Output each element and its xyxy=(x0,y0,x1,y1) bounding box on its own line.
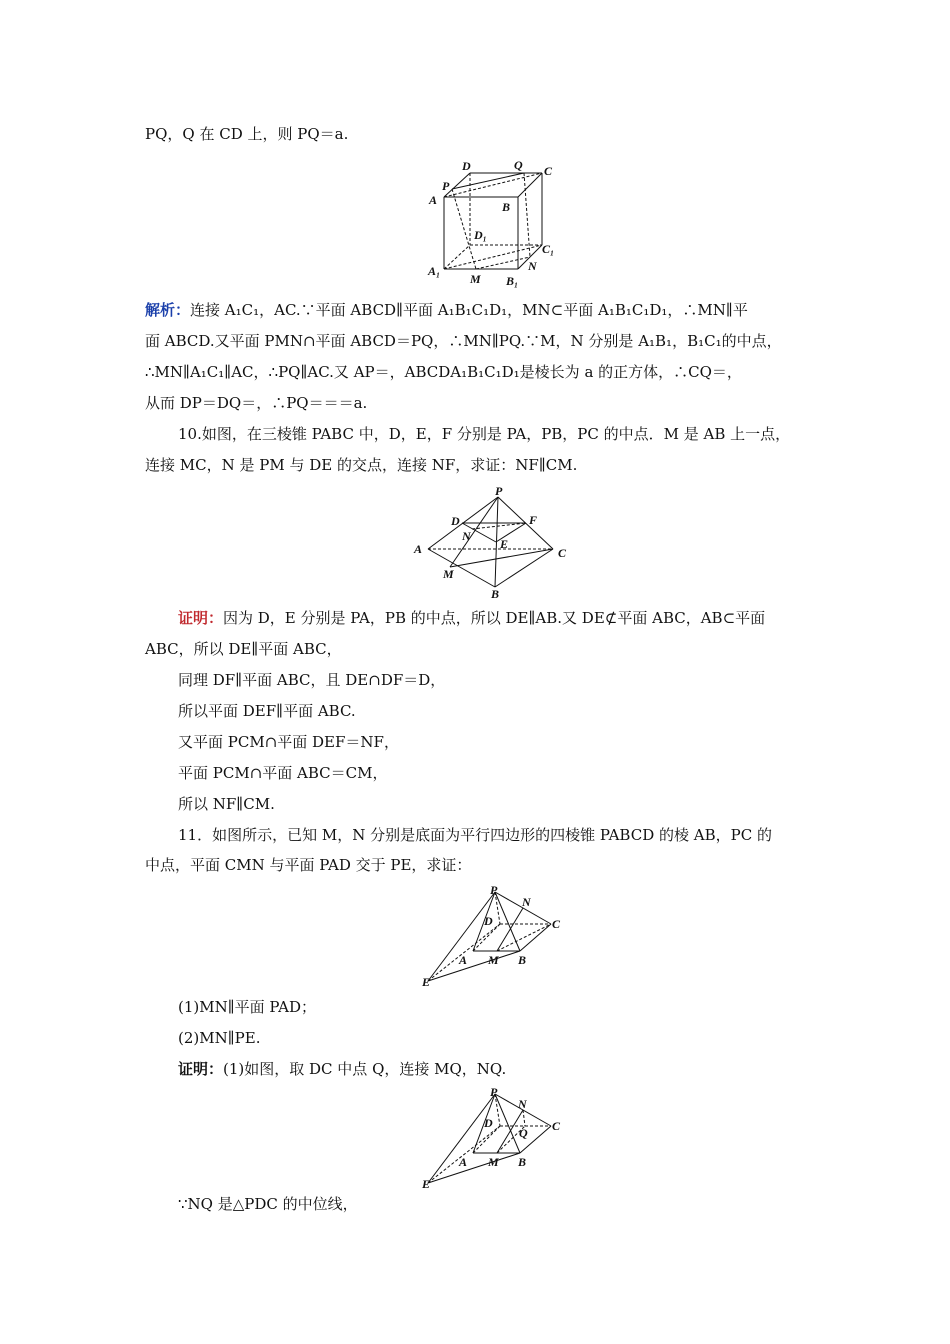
fig2-label-P: P xyxy=(495,485,503,498)
text-line-proof2 xyxy=(178,1059,848,1079)
fig1-label-M: M xyxy=(470,272,481,286)
fig2-label-D: D xyxy=(451,514,460,528)
fig2-label-A: A xyxy=(414,542,423,556)
fig1-label-C: C xyxy=(544,164,553,178)
fig4-label-P: P xyxy=(490,1086,498,1099)
fig1-label-D1: D₁ xyxy=(474,228,487,242)
text-line-16: 中点，平面 CMN 与平面 PAD 交于 PE，求证： xyxy=(145,856,472,874)
text-line-20: ∵NQ 是△PDC 的中位线， xyxy=(178,1195,358,1213)
text-line-15: 11．如图所示，已知 M，N 分别是底面为平行四边形的四棱锥 PABCD 的棱 AB，PC 的 xyxy=(178,826,772,844)
text-line-14: 所以 NF∥CM. xyxy=(178,795,275,813)
fig3-label-N: N xyxy=(522,895,531,909)
fig4-label-B: B xyxy=(518,1155,527,1169)
fig4-label-Q: Q xyxy=(519,1126,528,1140)
text-line-10: 同理 DF∥平面 ABC，且 DE∩DF＝D， xyxy=(178,671,446,689)
fig3-label-D: D xyxy=(484,914,493,928)
fig4-label-D: D xyxy=(484,1116,493,1130)
fig3-label-C: C xyxy=(552,917,561,931)
fig4-label-E: E xyxy=(422,1177,431,1191)
fig3-label-P: P xyxy=(490,884,498,897)
fig2-label-N: N xyxy=(462,529,471,543)
fig1-label-B1: B₁ xyxy=(506,274,519,288)
text-line-1: PQ，Q 在 CD 上，则 PQ＝a. xyxy=(145,125,349,143)
fig3-label-B: B xyxy=(518,953,527,967)
fig3-label-M: M xyxy=(488,953,499,967)
text-line-4: ∴MN∥A₁C₁∥AC，∴PQ∥AC.又 AP＝，ABCDA₁B₁C₁D₁是棱长为 a 的正方体，∴CQ＝， xyxy=(145,363,742,381)
fig2-label-M: M xyxy=(443,567,454,581)
text-line-6: 10.如图，在三棱锥 PABC 中，D，E，F 分别是 PA，PB，PC 的中点．M 是 AB 上一点， xyxy=(178,425,791,443)
fig2-label-F: F xyxy=(529,513,538,527)
quad-pyramid-q-figure xyxy=(418,1086,568,1192)
fig4-label-A: A xyxy=(459,1155,468,1169)
fig3-label-E: E xyxy=(422,975,431,989)
fig1-label-P: P xyxy=(442,179,450,193)
text-line-7: 连接 MC，N 是 PM 与 DE 的交点，连接 NF，求证：NF∥CM. xyxy=(145,456,578,474)
fig1-label-C1: C₁ xyxy=(542,242,555,256)
fig2-label-C: C xyxy=(558,546,567,560)
cube-figure xyxy=(424,155,564,290)
text-line-11: 所以平面 DEF∥平面 ABC. xyxy=(178,702,356,720)
fig4-label-M: M xyxy=(488,1155,499,1169)
text-line-18: (2)MN∥PE. xyxy=(178,1029,261,1047)
fig1-label-A: A xyxy=(429,193,438,207)
fig1-label-D: D xyxy=(462,159,471,173)
fig4-label-C: C xyxy=(552,1119,561,1133)
fig1-label-B: B xyxy=(502,200,511,214)
text-line-5: 从而 DP＝DQ＝，∴PQ＝＝＝a. xyxy=(145,394,368,412)
fig2-label-E: E xyxy=(500,537,509,551)
fig3-label-A: A xyxy=(459,953,468,967)
proof-label: 证明： xyxy=(178,609,224,627)
fig1-label-A1: A₁ xyxy=(428,264,441,278)
fig2-label-B: B xyxy=(491,587,500,600)
text-line-3: 面 ABCD.又平面 PMN∩平面 ABCD＝PQ，∴MN∥PQ.∵M，N 分别是 A₁B₁，B₁C₁的中点， xyxy=(145,332,782,350)
text-line-13: 平面 PCM∩平面 ABC＝CM， xyxy=(178,764,388,782)
proof2-text: (1)如图，取 DC 中点 Q，连接 MQ，NQ. xyxy=(223,1060,507,1078)
fig1-label-Q: Q xyxy=(514,158,523,172)
pyramid-figure xyxy=(410,485,575,600)
proof-text: 因为 D，E 分别是 PA，PB 的中点，所以 DE∥AB.又 DE⊄平面 ABC，AB⊂平面 xyxy=(223,609,766,627)
proof2-label: 证明： xyxy=(178,1060,224,1078)
text-line-17: (1)MN∥平面 PAD； xyxy=(178,998,317,1016)
analysis-label: 解析： xyxy=(145,301,191,319)
analysis-text: 连接 A₁C₁，AC.∵平面 ABCD∥平面 A₁B₁C₁D₁，MN⊂平面 A₁B₁C₁D₁，∴MN∥平 xyxy=(190,301,748,319)
text-line-9: ABC，所以 DE∥平面 ABC， xyxy=(145,640,342,658)
fig1-label-N: N xyxy=(528,259,537,273)
quad-pyramid-figure xyxy=(418,884,568,990)
text-line-analysis xyxy=(145,300,815,320)
text-line-12: 又平面 PCM∩平面 DEF＝NF， xyxy=(178,733,399,751)
fig4-label-N: N xyxy=(518,1097,527,1111)
text-line-proof xyxy=(178,608,848,628)
